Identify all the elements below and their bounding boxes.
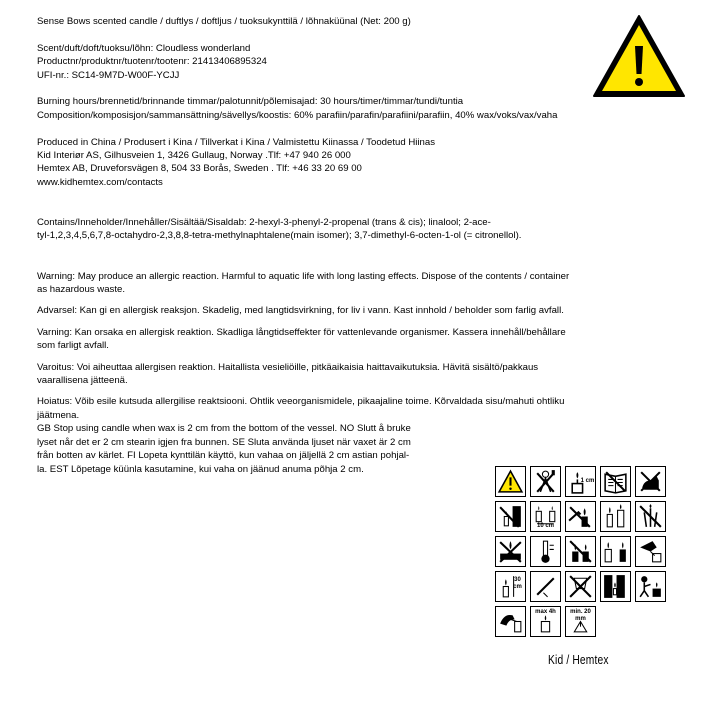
no-draft-icon [495,501,526,532]
cm30-label: 30 cm [513,577,522,590]
min-wick-icon [565,606,596,637]
brand-name: Kid / Hemtex [548,653,609,667]
cm1-label: 1 cm [580,478,595,484]
burning-time-icon [635,571,666,602]
no-unattended-icon [635,536,666,567]
snuff-icon [495,606,526,637]
hemtex-address: Hemtex AB, Druveforsvägen 8, 504 33 Borås, Sweden . Tlf: +46 33 20 69 00 [37,163,362,175]
scent-line: Scent/duft/doft/tuoksu/lõhn: Cloudless wonderland [37,42,251,54]
produced-in: Produced in China / Produsert i Kina / Tillverkat i Kina / Valmistettu Kiinassa / Toodetud Hiinas [37,136,435,148]
max-burn-icon [530,606,561,637]
burning-hours: Burning hours/brennetid/brinnande timmar/palotunnit/põlemisajad: 30 hours/timer/timmar/tundi/tuntia [37,96,464,108]
trim-wick-icon [565,466,596,497]
max4h-label: max 4h [535,609,556,615]
no-flammable-icon [635,501,666,532]
contains-list: Contains/Inneholder/Innehåller/Sisältää/Sisaldab: 2-hexyl-3-phenyl-2-propenal (trans & cis); linalool; 2-ace- tyl-1,2,3,4,5,6,7,8-octahydro-2,3,8,8-tetra-methylnaphtalene(main isomer); 3,7-dimethyl-6-octen-1-ol (= citronellol). [37,217,522,242]
no-children-icon [530,466,561,497]
spacing-icon [530,501,561,532]
care-instructions: GB Stop using candle when wax is 2 cm from the bottom of the vessel. NO Slutt å bruke lyset når det er 2 cm stearin igjen fra bunnen. SE Sluta använda ljuset när vaxet är 2 cm från botten av kärlet. FI Lopeta kynttilän käyttö, kun vahaa on jäljellä 2 cm astian pohjal- la. EST Lõpetage küünla kasutamine, kui vaha on jäänud anuma põhja 2 cm. [37,423,411,475]
no-water-icon [565,571,596,602]
min20-label: min. 20 mm [570,609,591,622]
no-flame-candle-icon [600,501,631,532]
hazard-warning-icon [590,12,688,100]
read-instructions-icon [600,466,631,497]
composition: Composition/komposisjon/sammansättning/sävellys/koostis: 60% parafiin/parafin/parafiini/parafiin, 40% wax/voks/vax/vaha [37,109,558,121]
warning-ee: Hoiatus: Võib esile kutsuda allergilise reaktsiooni. Ohtlik veeorganismidele, pikaajaline toime. Kõrvaldada sisu/mahuti ohtliku jäätmena. [37,396,565,421]
warning-icon [495,466,526,497]
label-text-block [37,15,677,476]
product-title: Sense Bows scented candle / duftlys / doftljus / tuoksukynttilä / lõhnaküünal (Net: 200 g) [37,16,411,27]
cm10-label: 10 cm [536,523,554,529]
shelf-icon [600,571,631,602]
warning-se: Varning: Kan orsaka en allergisk reaktion. Skadliga långtidseffekter för vattenlevande organismer. Kassera innehåll/behållare som farligt avfall. [37,326,566,352]
heat-surface-icon [530,536,561,567]
no-move-burning-icon [565,536,596,567]
kid-address: Kid Interiør AS, Gilhusveien 1, 3426 Gullaug, Norway .Tlf: +47 940 26 000 [37,150,351,162]
warning-en: Warning: May produce an allergic reaction. Harmful to aquatic life with long lasting effects. Dispose of the contents / container as hazardous waste. [37,270,570,296]
no-touch-flame-icon [565,501,596,532]
website: www.kidhemtex.com/contacts [37,176,163,188]
no-sleep-icon [495,536,526,567]
warning-no: Advarsel: Kan gi en allergisk reaksjon. Skadelig, med langtidsvirkning, for liv i vann. Kast innhold / beholder som farlig avfall. [37,305,564,317]
ufi-number: UFI-nr.: SC14-9M7D-W00F-YCJJ [37,69,180,81]
no-pets-icon [635,466,666,497]
product-number: Productnr/produktnr/tuotenr/tootenr: 21413406895324 [37,56,267,68]
candle-spacing-icon [495,571,526,602]
warning-fi: Varoitus: Voi aiheuttaa allergisen reaktion. Haitallista vesieliöille, pitkäaikaisia haittavaikutuksia. Hävitä sisältö/pakkaus vaarallisena jätteenä. [37,361,539,387]
no-wind-icon [530,571,561,602]
no-near-flammables-icon [600,536,631,567]
